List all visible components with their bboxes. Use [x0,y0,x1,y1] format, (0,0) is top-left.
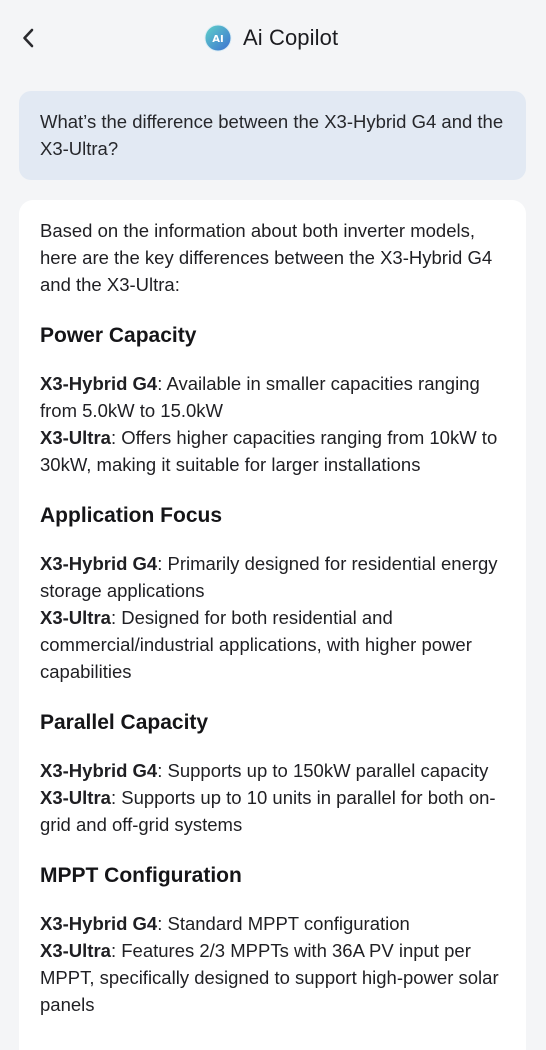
item-label: X3-Ultra [40,607,111,628]
chevron-left-icon [20,26,36,50]
item-label: X3-Ultra [40,787,111,808]
list-item [40,910,510,937]
section-heading: Power Capacity [40,324,197,347]
item-label: X3-Hybrid G4 [40,760,158,781]
list-item [40,784,510,838]
page-title: Ai Copilot [243,25,339,50]
back-button[interactable] [14,24,42,52]
list-item [40,937,510,1018]
ai-logo-icon [204,24,232,52]
item-text: : Supports up to 10 units in parallel for both on-grid and off-grid systems [40,787,496,835]
item-text: : Offers higher capacities ranging from 10kW to 30kW, making it suitable for larger installations [40,427,498,475]
section-heading: MPPT Configuration [40,864,242,887]
title-group [204,22,338,54]
section-mppt-configuration [40,862,510,1018]
section-application-focus [40,502,510,685]
item-label: X3-Hybrid G4 [40,553,158,574]
item-label: X3-Ultra [40,940,111,961]
list-item [40,757,510,784]
item-text: : Supports up to 150kW parallel capacity [157,760,489,781]
item-label: X3-Hybrid G4 [40,373,158,394]
section-heading: Parallel Capacity [40,711,209,734]
question-text: What’s the difference between the X3-Hybrid G4 and the X3-Ultra? [40,111,504,159]
section-power-capacity [40,322,510,478]
item-label: X3-Hybrid G4 [40,913,158,934]
list-item [40,604,510,685]
assistant-answer-card [19,200,526,1050]
svg-text:AI: AI [212,34,224,45]
item-text: : Designed for both residential and commercial/industrial applications, with higher power capabilities [40,607,472,682]
list-item [40,370,510,424]
answer-intro: Based on the information about both inverter models, here are the key differences between the X3-Hybrid G4 and the X3-Ultra: [40,220,493,295]
list-item [40,550,510,604]
user-question-bubble [19,91,526,180]
section-heading: Application Focus [40,504,223,527]
item-text: : Standard MPPT configuration [157,913,410,934]
item-label: X3-Ultra [40,427,111,448]
item-text: : Features 2/3 MPPTs with 36A PV input per MPPT, specifically designed to support high-power solar panels [40,940,499,1015]
list-item [40,424,510,478]
section-parallel-capacity [40,709,510,838]
item-text: : Primarily designed for residential energy storage applications [40,553,498,601]
item-text: : Available in smaller capacities ranging from 5.0kW to 15.0kW [40,373,480,421]
top-bar [0,0,546,78]
